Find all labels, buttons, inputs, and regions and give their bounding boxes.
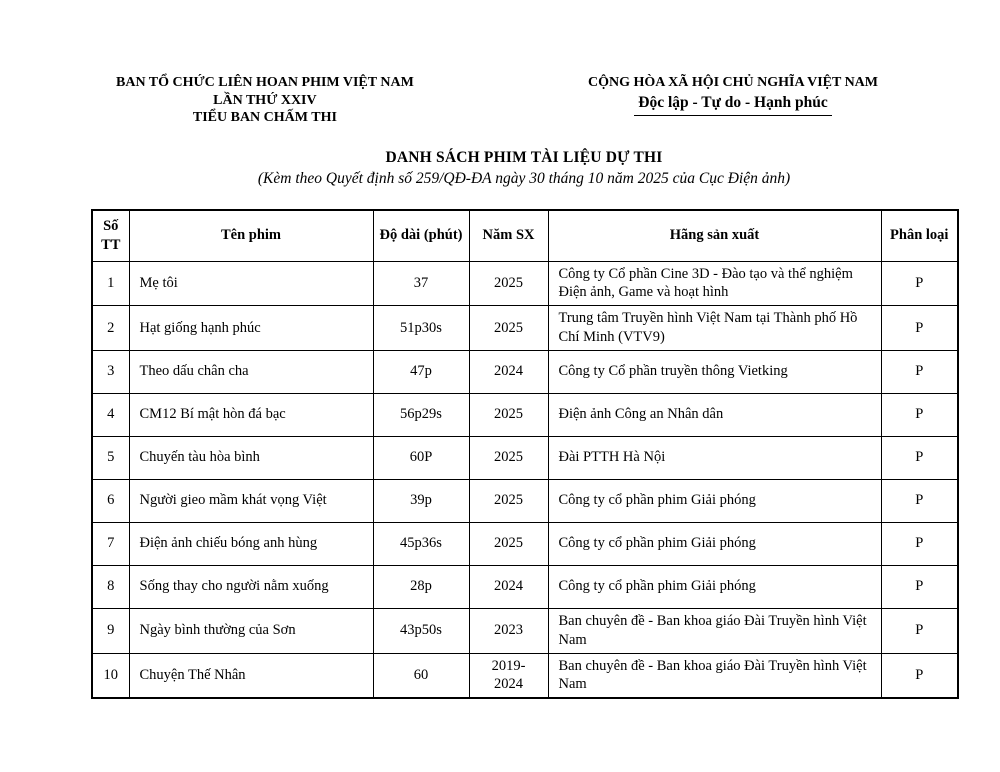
national-title: CỘNG HÒA XÃ HỘI CHỦ NGHĨA VIỆT NAM <box>587 75 878 90</box>
column-header-dodai: Độ dài (phút) <box>373 210 469 262</box>
cell-phanloai: P <box>881 436 958 479</box>
table-row <box>92 479 958 522</box>
column-header-ten: Tên phim <box>129 210 373 262</box>
table-row <box>92 522 958 565</box>
cell-dodai: 28p <box>373 565 469 608</box>
cell-stt: 6 <box>92 479 129 522</box>
cell-nam: 2025 <box>469 522 548 565</box>
column-header-stt: Số TT <box>92 210 129 262</box>
cell-nam: 2025 <box>469 306 548 351</box>
cell-phanloai: P <box>881 261 958 306</box>
cell-dodai: 43p50s <box>373 608 469 653</box>
cell-phanloai: P <box>881 608 958 653</box>
cell-phanloai: P <box>881 479 958 522</box>
cell-stt: 4 <box>92 393 129 436</box>
column-header-hang: Hãng sản xuất <box>548 210 881 262</box>
table-row <box>92 350 958 393</box>
cell-nam: 2024 <box>469 565 548 608</box>
table-row <box>92 565 958 608</box>
cell-hang: Ban chuyên đề - Ban khoa giáo Đài Truyền hình Việt Nam <box>548 653 881 698</box>
cell-stt: 7 <box>92 522 129 565</box>
organizer-line-1: BAN TỔ CHỨC LIÊN HOAN PHIM VIỆT NAM <box>116 75 414 90</box>
cell-ten: Ngày bình thường của Sơn <box>129 608 373 653</box>
cell-dodai: 39p <box>373 479 469 522</box>
cell-hang: Công ty cổ phần phim Giải phóng <box>548 565 881 608</box>
national-motto-block <box>588 74 878 127</box>
cell-hang: Công ty cổ phần phim Giải phóng <box>548 479 881 522</box>
cell-phanloai: P <box>881 306 958 351</box>
table-row <box>92 436 958 479</box>
document-title: DANH SÁCH PHIM TÀI LIỆU DỰ THI <box>385 148 663 166</box>
table-row <box>92 306 958 351</box>
table-row <box>92 393 958 436</box>
cell-ten: Người gieo mầm khát vọng Việt <box>129 479 373 522</box>
cell-stt: 2 <box>92 306 129 351</box>
cell-hang: Trung tâm Truyền hình Việt Nam tại Thành phố Hồ Chí Minh (VTV9) <box>548 306 881 351</box>
document-subtitle: (Kèm theo Quyết định số 259/QĐ-ĐA ngày 30 tháng 10 năm 2025 của Cục Điện ảnh) <box>257 169 791 187</box>
film-table-header <box>92 210 958 262</box>
title-block <box>91 149 957 188</box>
cell-nam: 2023 <box>469 608 548 653</box>
film-table <box>91 209 959 700</box>
cell-hang: Công ty cổ phần phim Giải phóng <box>548 522 881 565</box>
column-header-nam: Năm SX <box>469 210 548 262</box>
cell-dodai: 51p30s <box>373 306 469 351</box>
table-row <box>92 261 958 306</box>
cell-phanloai: P <box>881 393 958 436</box>
organizer-block <box>116 74 414 127</box>
column-header-phanloai: Phân loại <box>881 210 958 262</box>
cell-ten: Điện ảnh chiếu bóng anh hùng <box>129 522 373 565</box>
cell-hang: Đài PTTH Hà Nội <box>548 436 881 479</box>
cell-hang: Công ty Cổ phần truyền thông Vietking <box>548 350 881 393</box>
cell-dodai: 60 <box>373 653 469 698</box>
cell-nam: 2025 <box>469 479 548 522</box>
cell-stt: 3 <box>92 350 129 393</box>
table-row <box>92 653 958 698</box>
cell-nam: 2025 <box>469 436 548 479</box>
cell-stt: 10 <box>92 653 129 698</box>
cell-dodai: 37 <box>373 261 469 306</box>
cell-ten: Mẹ tôi <box>129 261 373 306</box>
cell-stt: 1 <box>92 261 129 306</box>
organizer-line-2: LẦN THỨ XXIV <box>213 92 317 108</box>
cell-nam: 2024 <box>469 350 548 393</box>
cell-ten: Chuyến tàu hòa bình <box>129 436 373 479</box>
header-row <box>92 210 958 262</box>
cell-stt: 5 <box>92 436 129 479</box>
cell-phanloai: P <box>881 522 958 565</box>
organizer-line-3: TIỂU BAN CHẤM THI <box>192 110 337 125</box>
cell-ten: Chuyện Thế Nhân <box>129 653 373 698</box>
cell-nam: 2025 <box>469 261 548 306</box>
cell-dodai: 45p36s <box>373 522 469 565</box>
national-motto: Độc lập - Tự do - Hạnh phúc <box>634 93 831 116</box>
cell-hang: Công ty Cổ phần Cine 3D - Đào tạo và thể nghiệm Điện ảnh, Game và hoạt hình <box>548 261 881 306</box>
cell-ten: Theo dấu chân cha <box>129 350 373 393</box>
cell-hang: Ban chuyên đề - Ban khoa giáo Đài Truyền hình Việt Nam <box>548 608 881 653</box>
cell-hang: Điện ảnh Công an Nhân dân <box>548 393 881 436</box>
cell-phanloai: P <box>881 350 958 393</box>
document-header <box>0 74 1000 127</box>
cell-phanloai: P <box>881 653 958 698</box>
cell-nam: 2025 <box>469 393 548 436</box>
cell-dodai: 56p29s <box>373 393 469 436</box>
cell-ten: Sống thay cho người nằm xuống <box>129 565 373 608</box>
cell-dodai: 60P <box>373 436 469 479</box>
table-row <box>92 608 958 653</box>
cell-nam: 2019-2024 <box>469 653 548 698</box>
cell-ten: CM12 Bí mật hòn đá bạc <box>129 393 373 436</box>
cell-stt: 8 <box>92 565 129 608</box>
film-table-body <box>92 261 958 698</box>
cell-stt: 9 <box>92 608 129 653</box>
cell-phanloai: P <box>881 565 958 608</box>
cell-ten: Hạt giống hạnh phúc <box>129 306 373 351</box>
cell-dodai: 47p <box>373 350 469 393</box>
